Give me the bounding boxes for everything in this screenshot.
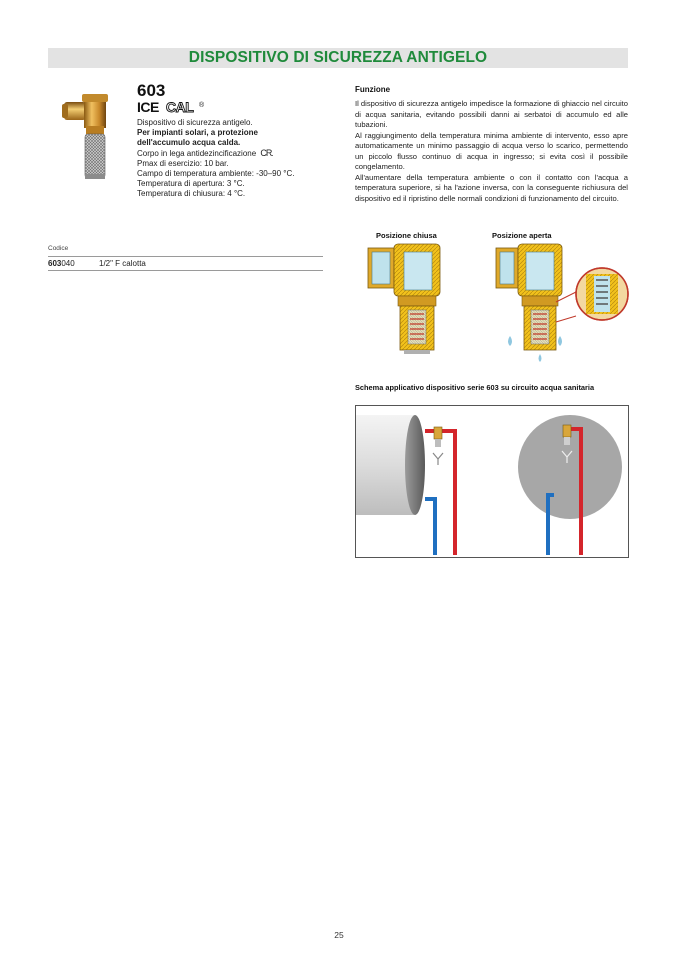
table-divider: [48, 270, 323, 271]
desc-line: Corpo in lega antidezincificazione CR.: [137, 148, 274, 158]
desc-line-bold: Per impianti solari, a protezione: [137, 128, 258, 137]
desc-line: Temperatura di chiusura: 4 °C.: [137, 189, 246, 198]
product-description: [137, 118, 332, 199]
open-valve-diagram: [496, 244, 576, 362]
desc-line: Dispositivo di sicurezza antigelo.: [137, 118, 253, 127]
closed-position-label: Posizione chiusa: [376, 231, 437, 240]
codes-table-header: Codice: [48, 245, 69, 252]
page-title: DISPOSITIVO DI SICUREZZA ANTIGELO: [188, 49, 488, 66]
icecal-logo: [137, 99, 217, 115]
svg-text:®: ®: [199, 102, 205, 109]
desc-line-text: Corpo in lega antidezincificazione: [137, 149, 257, 158]
function-paragraph: All'aumentare della temperatura ambiente o con il contatto con l'acqua a temperatura superiore, si ha l'azione inversa, con la conseguente richiusura del dispositivo ed il ripristino delle normali condizioni di funzionamento del circuito.: [355, 172, 628, 203]
closed-valve-diagram: [368, 244, 440, 354]
schema-title: Schema applicativo dispositivo serie 603 su circuito acqua sanitaria: [355, 383, 595, 392]
product-image: [62, 90, 124, 182]
position-diagrams: [360, 240, 630, 365]
svg-text:CAL: CAL: [166, 99, 194, 115]
function-paragraph: Il dispositivo di sicurezza antigelo impedisce la formazione di ghiaccio nel circuito di acqua sanitaria, evitando possibili danni ai serbatoi di accumulo ed alle tubazioni.: [355, 99, 628, 129]
desc-line: Campo di temperatura ambiente: -30–90 °C.: [137, 169, 295, 178]
svg-text:ICE: ICE: [137, 99, 159, 115]
open-position-label: Posizione aperta: [492, 231, 552, 240]
table-cell-code: 603040: [48, 259, 75, 268]
application-schema: [355, 405, 629, 558]
title-banner: [48, 48, 628, 68]
function-paragraph: Al raggiungimento della temperatura minima ambiente di intervento, esso apre automaticamente un minimo passaggio di acqua verso lo scarico, permettendo un piccolo flusso continuo di acqua in ingresso; si evita così il possibile congelamento.: [355, 130, 628, 171]
desc-line: Pmax di esercizio: 10 bar.: [137, 159, 229, 168]
product-code: 603: [137, 81, 166, 100]
storage-tank: [356, 415, 425, 515]
cr-symbol: CR: [260, 148, 272, 158]
desc-line-bold: dell'accumulo acqua calda.: [137, 138, 241, 147]
function-text: [355, 99, 628, 204]
page-number: 25: [334, 930, 344, 940]
desc-line: Temperatura di apertura: 3 °C.: [137, 179, 245, 188]
table-cell-description: 1/2" F calotta: [99, 259, 146, 268]
table-divider: [48, 256, 323, 257]
function-title: Funzione: [355, 85, 391, 94]
detail-zoom-circle: [576, 268, 628, 320]
